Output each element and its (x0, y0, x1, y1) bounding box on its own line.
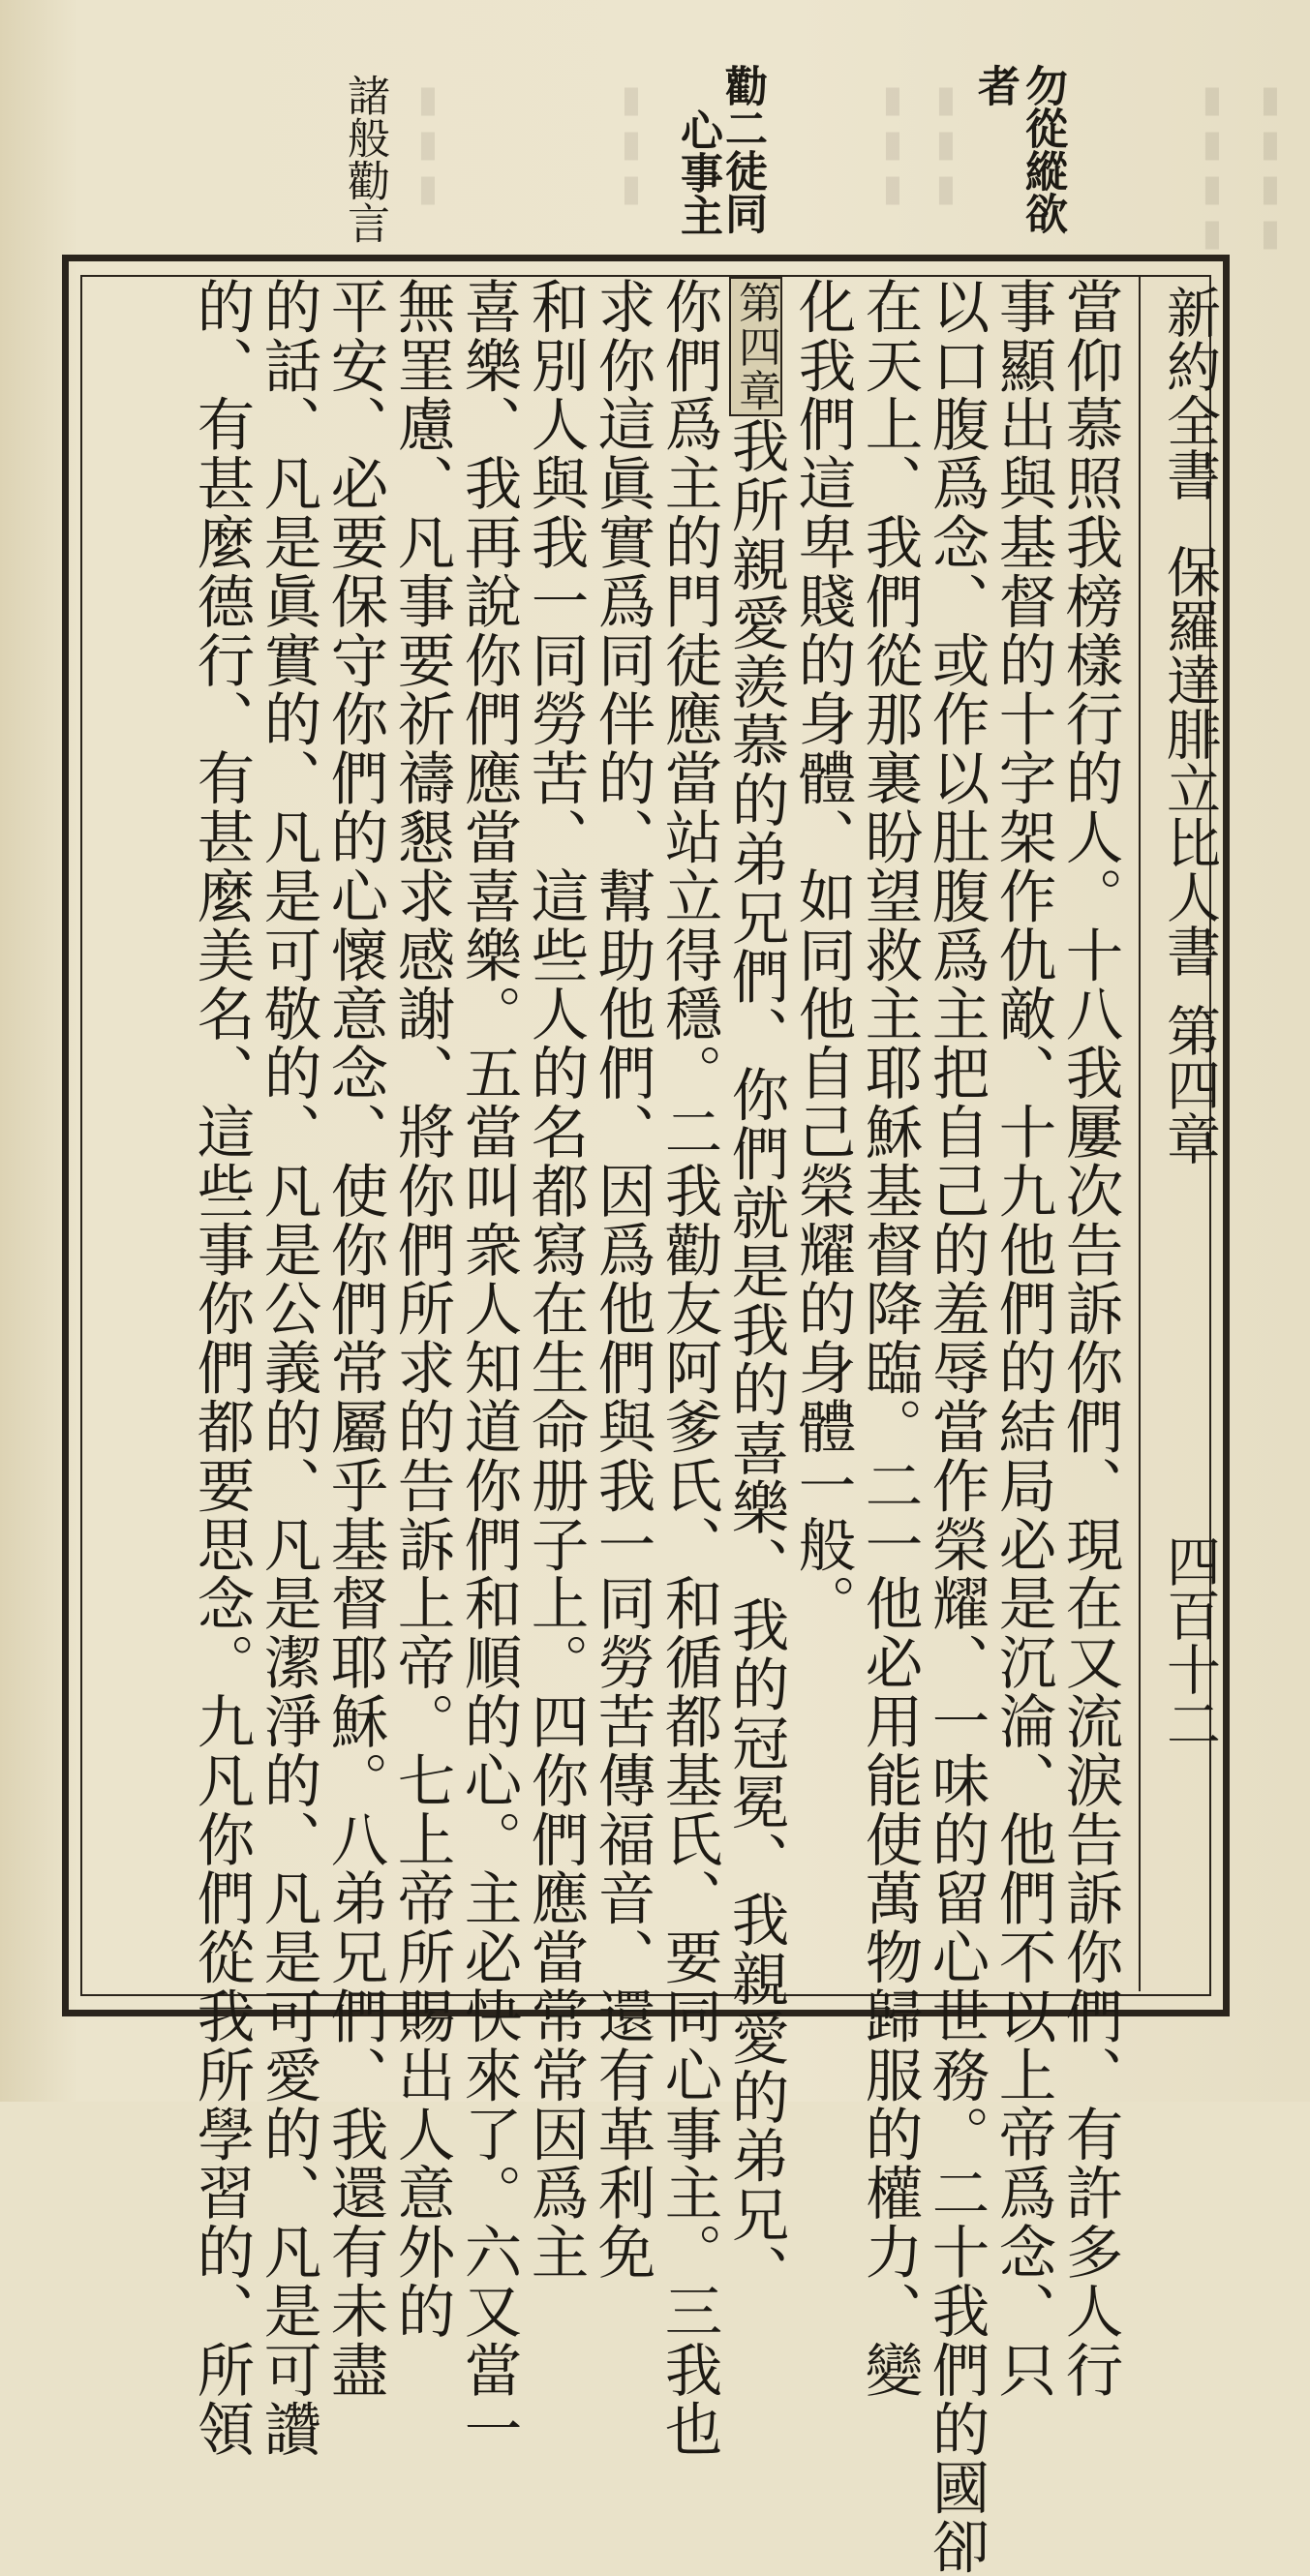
chapter-title: 保羅達腓立比人書 (1158, 544, 1221, 978)
text-column: 在天上、我們從那裏盼望救主耶穌基督降臨。二一他必用能使萬物歸服的權力、變 (856, 277, 923, 2400)
margin-note-1 (1019, 64, 1067, 234)
page-number: 四百十二 (1158, 1533, 1221, 1750)
text-column: 化我們這卑賤的身體、如同他自己榮耀的身體一般。 (789, 277, 856, 1633)
book-title: 新約全書 (1158, 285, 1221, 501)
text-column: 和別人與我一同勞苦、這些人的名都寫在生命册子上。四你們應當常常因爲主 (522, 277, 589, 2282)
chapter-box-label: 第四章 (729, 277, 782, 416)
text-column: 你們爲主的門徒應當站立得穩。二我勸友阿爹氏、和循都基氏、要同心事主。三我也 (655, 277, 722, 2459)
header-divider (1139, 277, 1141, 1991)
bleed-through: ▮▮▮ (871, 77, 914, 211)
text-column: 的、有甚麼德行、有甚麼美名、這些事你們都要思念。九凡你們從我所學習的、所領 (188, 277, 255, 2459)
text-column: 求你這眞實爲同伴的、幫助他們、因爲他們與我一同勞苦傳福音、還有革利免 (589, 277, 655, 2282)
chapter-label: 第四章 (1158, 1003, 1221, 1166)
margin-note-1b (971, 64, 1020, 106)
bleed-through: ▮▮▮ (610, 77, 653, 211)
bleed-through: ▮▮▮ (925, 77, 967, 211)
margin-note-line: 諸般勸言 (340, 74, 389, 244)
text-column: 事顯出與基督的十字架作仇敵、十九他們的結局必是沉淪、他們不以上帝爲念、只 (990, 277, 1056, 2400)
text-column-chapter-start: 第四章我所親愛羨慕的弟兄們、你們就是我的喜樂、我的冠冕、我親愛的弟兄、 (725, 277, 785, 1990)
text-column: 以口腹爲念、或作以肚腹爲主把自己的羞辱當作榮耀、一味的留心世務。二十我們的國卻 (923, 277, 990, 2576)
text-column: 的話、凡是眞實的、凡是可敬的、凡是公義的、凡是潔淨的、凡是可愛的、凡是可讚 (255, 277, 321, 2459)
margin-note-3 (341, 74, 389, 244)
bleed-through: ▮▮▮▮ (1191, 77, 1234, 256)
margin-note-line: 者 (970, 64, 1020, 106)
margin-note-2 (718, 64, 767, 234)
text-column: 喜樂、我再說你們應當喜樂。五當叫衆人知道你們和順的心。主必快來了。六又當一 (455, 277, 522, 2459)
text-column: 平安、必要保守你們的心懷意念、使你們常屬乎基督耶穌。八弟兄們、我還有未盡 (321, 277, 388, 2400)
margin-note-2b (674, 108, 722, 236)
running-header (1158, 285, 1220, 1988)
bleed-through: ▮▮▮ (407, 77, 449, 211)
margin-note-line: 心事主 (673, 108, 722, 236)
text-column: 當仰慕照我榜樣行的人。十八我屢次告訴你們、現在又流淚告訴你們、有許多人行 (1056, 277, 1123, 2400)
margin-note-line: 勸二徒同 (717, 64, 767, 234)
margin-note-line: 勿從縱欲 (1018, 64, 1067, 234)
text-column: 無罣慮、凡事要祈禱懇求感謝、將你們所求的告訴上帝。七上帝所賜出人意外的 (388, 277, 455, 2341)
bleed-through: ▮▮▮▮ (1249, 77, 1292, 256)
